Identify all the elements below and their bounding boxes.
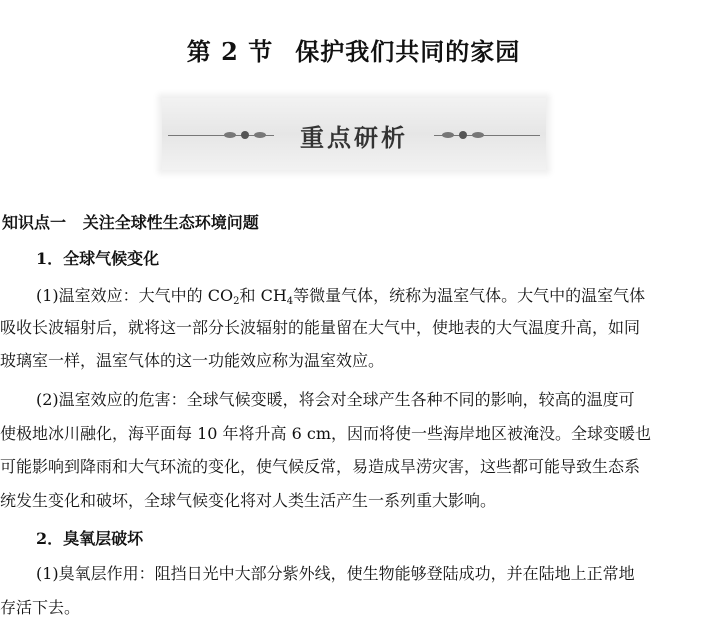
paragraph-line: (1)臭氧层作用：阻挡日光中大部分紫外线，使生物能够登陆成功，并在陆地上正常地 [36,564,635,583]
paragraph-line: 吸收长波辐射后，就将这一部分长波辐射的能量留在大气中，使地表的大气温度升高，如同 [0,318,641,337]
paragraph-line: (2)温室效应的危害：全球气候变暖，将会对全球产生各种不同的影响，较高的温度可 [36,390,635,409]
paragraph-line: 使极地冰川融化，海平面每 10 年将升高 6 cm，因而将使一些海岸地区被淹没。全球变暖也 [0,424,652,443]
paragraph-line: 统发生变化和破坏，全球气候变化将对人类生活产生一系列重大影响。 [0,491,497,510]
paragraph-line: (1)温室效应：大气中的 $CO_2$和 $CH_4$等微量气体，统称为温室气体。大气中的温室气体 [36,286,646,307]
knowledge-point-heading [2,213,707,233]
paragraph-line: 玻璃室一样，温室气体的这一功能效应称为温室效应。 [0,351,385,370]
knowledge-point-label: 知识点一 [2,213,67,232]
banner-title: 重点研析 [300,123,408,152]
key-analysis-banner [162,98,546,170]
section-name: 保护我们共同的家园 [295,37,521,66]
section-title [0,32,707,67]
knowledge-point-title: 关注全球性生态环境问题 [82,213,259,232]
subsection-heading: 2．臭氧层破坏 [36,529,144,548]
paragraph-line: 可能影响到降雨和大气环流的变化，使气候反常，易造成旱涝灾害，这些都可能导致生态系 [0,457,641,476]
paragraph-line: 存活下去。 [0,598,81,617]
subsection-heading: 1．全球气候变化 [36,249,160,268]
section-number: 第 2 节 [186,37,274,66]
